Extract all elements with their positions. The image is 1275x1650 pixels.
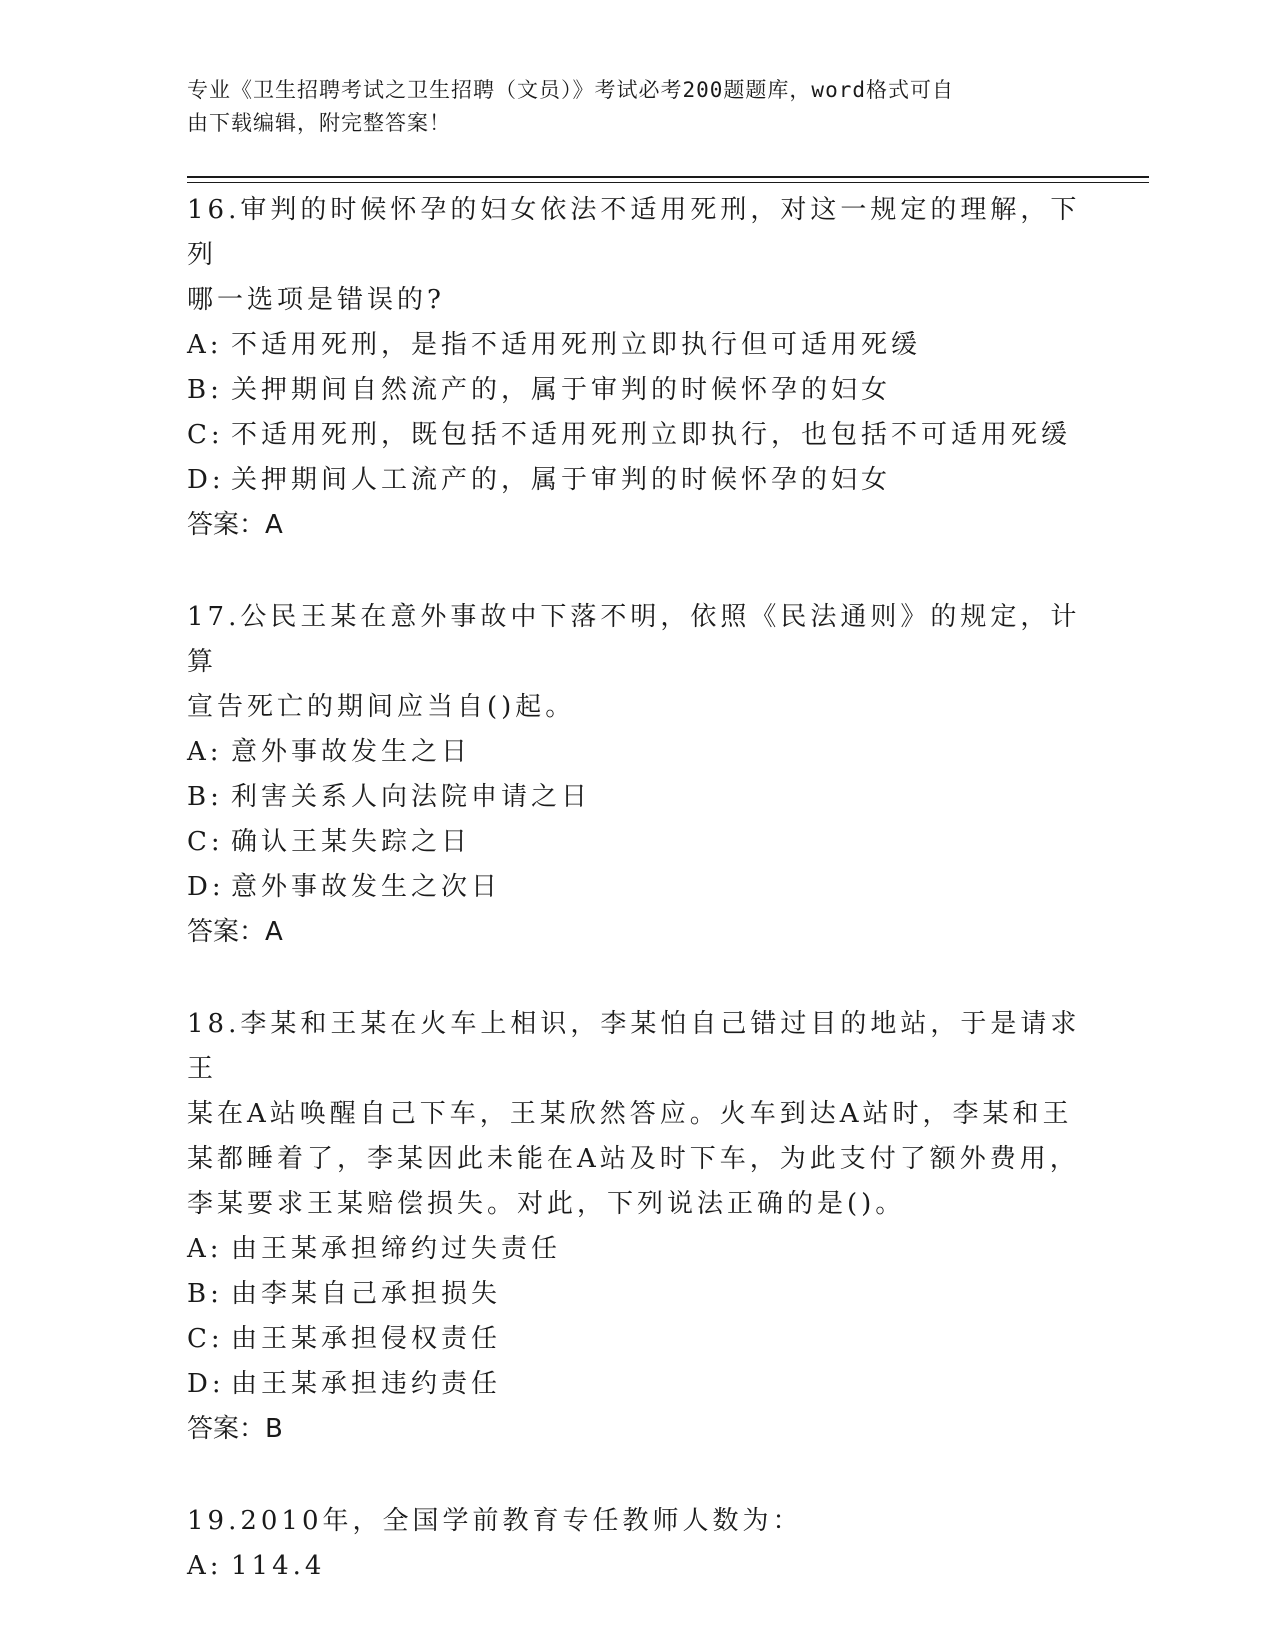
option-a bbox=[187, 1544, 1087, 1589]
option-text: 关押期间自然流产的，属于审判的时候怀孕的妇女 bbox=[231, 375, 892, 405]
option-text: 关押期间人工流产的，属于审判的时候怀孕的妇女 bbox=[231, 465, 892, 495]
question-18 bbox=[187, 1002, 1087, 1452]
option-text: 由王某承担侵权责任 bbox=[231, 1324, 502, 1354]
option-a bbox=[187, 1227, 1087, 1272]
option-d bbox=[187, 865, 1087, 910]
question-text: 宣告死亡的期间应当自()起。 bbox=[187, 692, 576, 722]
option-text: 确认王某失踪之日 bbox=[231, 827, 472, 857]
option-b bbox=[187, 368, 1087, 413]
question-list bbox=[187, 188, 1087, 1636]
option-label: D: bbox=[187, 1369, 225, 1399]
option-c bbox=[187, 1317, 1087, 1362]
answer-line: 答案：B bbox=[187, 1414, 283, 1444]
option-c bbox=[187, 820, 1087, 865]
option-c bbox=[187, 413, 1087, 458]
question-text: 哪一选项是错误的? bbox=[187, 285, 445, 315]
option-label: B: bbox=[187, 375, 223, 405]
option-label: A: bbox=[187, 1551, 223, 1581]
option-b bbox=[187, 775, 1087, 820]
option-text: 意外事故发生之次日 bbox=[231, 872, 502, 902]
option-text: 由王某承担违约责任 bbox=[231, 1369, 502, 1399]
header-line: 由下载编辑，附完整答案！ bbox=[187, 111, 451, 135]
option-d bbox=[187, 458, 1087, 503]
question-text: 李某要求王某赔偿损失。对此，下列说法正确的是()。 bbox=[187, 1189, 906, 1219]
option-text: 不适用死刑，是指不适用死刑立即执行但可适用死缓 bbox=[231, 330, 922, 360]
question-text: 17.公民王某在意外事故中下落不明，依照《民法通则》的规定，计算 bbox=[187, 602, 1081, 677]
question-17 bbox=[187, 595, 1087, 955]
option-label: C: bbox=[187, 420, 224, 450]
option-text: 意外事故发生之日 bbox=[231, 737, 472, 767]
question-text: 某在A站唤醒自己下车，王某欣然答应。火车到达A站时，李某和王 bbox=[187, 1099, 1073, 1129]
question-text: 某都睡着了，李某因此未能在A站及时下车，为此支付了额外费用， bbox=[187, 1144, 1080, 1174]
option-label: D: bbox=[187, 872, 225, 902]
document-header bbox=[187, 74, 1067, 140]
answer-line: 答案：A bbox=[187, 917, 283, 947]
question-text: 18.李某和王某在火车上相识，李某怕自己错过目的地站，于是请求王 bbox=[187, 1009, 1081, 1084]
option-d bbox=[187, 1362, 1087, 1407]
option-label: A: bbox=[187, 1234, 223, 1264]
question-19 bbox=[187, 1499, 1087, 1589]
option-label: A: bbox=[187, 330, 223, 360]
option-a bbox=[187, 323, 1087, 368]
option-text: 不适用死刑，既包括不适用死刑立即执行，也包括不可适用死缓 bbox=[231, 420, 1072, 450]
option-text: 由王某承担缔约过失责任 bbox=[231, 1234, 562, 1264]
question-text: 19.2010年，全国学前教育专任教师人数为： bbox=[187, 1506, 803, 1536]
header-divider-thin bbox=[187, 182, 1149, 183]
answer-line: 答案：A bbox=[187, 510, 283, 540]
option-label: D: bbox=[187, 465, 225, 495]
option-label: A: bbox=[187, 737, 223, 767]
option-text: 利害关系人向法院申请之日 bbox=[231, 782, 592, 812]
option-label: C: bbox=[187, 1324, 224, 1354]
option-text: 由李某自己承担损失 bbox=[231, 1279, 502, 1309]
option-text: 114.4 bbox=[231, 1551, 326, 1581]
option-label: B: bbox=[187, 782, 223, 812]
header-line: 专业《卫生招聘考试之卫生招聘（文员）》考试必考200题题库，word格式可自 bbox=[187, 78, 954, 102]
option-label: C: bbox=[187, 827, 224, 857]
option-a bbox=[187, 730, 1087, 775]
option-b bbox=[187, 1272, 1087, 1317]
question-16 bbox=[187, 188, 1087, 548]
option-label: B: bbox=[187, 1279, 223, 1309]
header-divider bbox=[187, 176, 1149, 178]
question-text: 16.审判的时候怀孕的妇女依法不适用死刑，对这一规定的理解，下列 bbox=[187, 195, 1081, 270]
